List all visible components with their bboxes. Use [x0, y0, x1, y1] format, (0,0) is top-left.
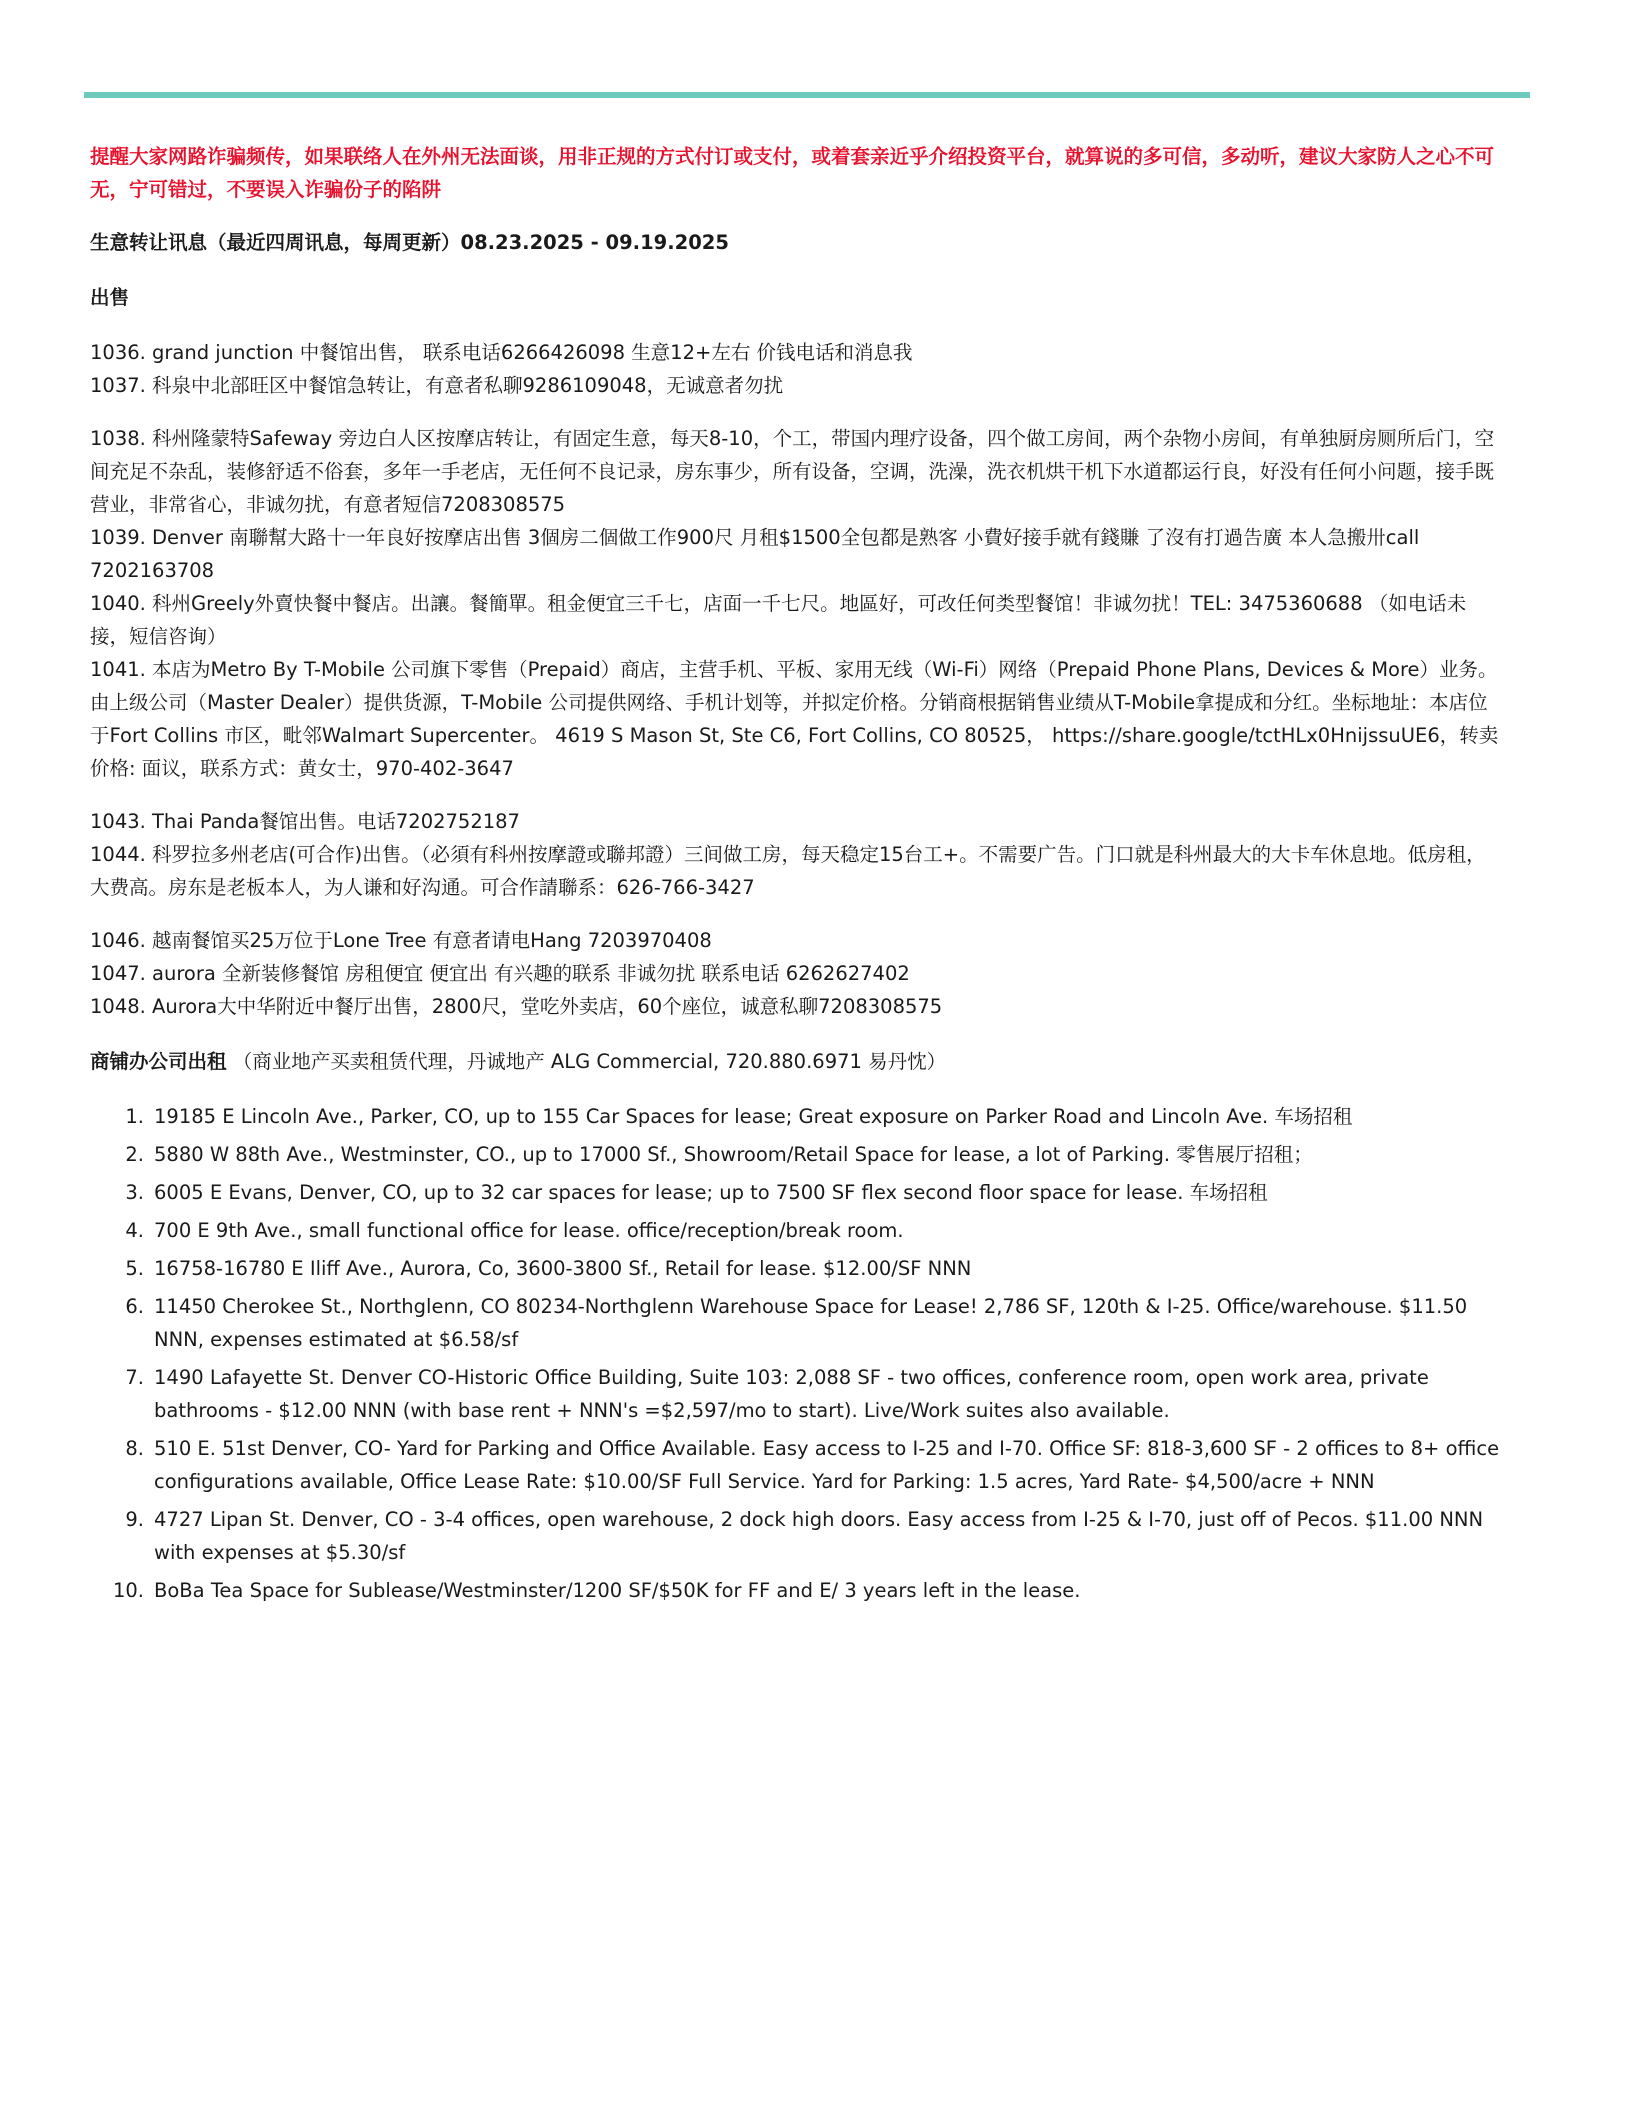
sale-listing-1041: 1041. 本店为Metro By T-Mobile 公司旗下零售（Prepaid）商店，主营手机、平板、家用无线（Wi-Fi）网络（Prepaid Phone Plans, Devices & More）业务。由上级公司（Master Dealer）提供货源，T-Mobile 公司提供网络、手机计划等，并拟定价格。分销商根据销售业绩从T-Mobile拿提成和分红。坐标地址：本店位于Fort Collins 市区，毗邻Walmart Supercenter。 4619 S Mason St, Ste C6, Fort Collins, CO 80525， https://share.google/tctHLx0HnijssuUE6，转卖价格: 面议，联系方式：黄女士，970-402-3647 [90, 658, 1499, 780]
lease-item-number: 6. [125, 1295, 144, 1318]
sale-listing-1037: 1037. 科泉中北部旺区中餐馆急转让，有意者私聊9286109048，无诚意者勿扰 [90, 374, 784, 397]
lease-item [90, 1100, 1500, 1133]
lease-item [90, 1361, 1500, 1427]
sale-listing-1039: 1039. Denver 南聯幫大路十一年良好按摩店出售 3個房二個做工作900尺 月租$1500全包都是熟客 小費好接手就有錢賺 了沒有打過告廣 本人急搬卅call 7202163708 [90, 526, 1420, 582]
lease-item-text: 16758-16780 E Iliff Ave., Aurora, Co, 3600-3800 Sf., Retail for lease. $12.00/SF NNN [154, 1257, 972, 1280]
page-title: 生意转让讯息（最近四周讯息，每周更新）08.23.2025 - 09.19.2025 [90, 231, 729, 254]
lease-item-text: 5880 W 88th Ave., Westminster, CO., up to 17000 Sf., Showroom/Retail Space for lease, a lot of Parking. 零售展厅招租； [154, 1143, 1313, 1166]
lease-item-number: 5. [125, 1257, 144, 1280]
lease-item-text: 11450 Cherokee St., Northglenn, CO 80234-Northglenn Warehouse Space for Lease! 2,786 SF, 120th & I-25. Office/warehouse. $11.50 NNN, expenses estimated at $6.58/sf [154, 1295, 1468, 1351]
lease-item-text: 510 E. 51st Denver, CO- Yard for Parking and Office Available. Easy access to I-25 and I-70. Office SF: 818-3,600 SF - 2 offices to 8+ office configurations available, Office Lease Rate: $10.00/SF Full Service. Yard for Parking: 1.5 acres, Yard Rate- $4,500/acre + NNN [154, 1437, 1500, 1493]
sale-listing-1040: 1040. 科州Greely外賣快餐中餐店。出讓。餐簡單。租金便宜三千七，店面一千七尺。地區好，可改任何类型餐馆！非诚勿扰！TEL: 3475360688 （如电话未接，短信咨询） [90, 592, 1467, 648]
sale-listing-1036: 1036. grand junction 中餐馆出售， 联系电话6266426098 生意12+左右 价钱电话和消息我 [90, 341, 913, 364]
lease-item-number: 7. [125, 1366, 144, 1389]
lease-section-heading [90, 1045, 1500, 1078]
lease-item-text: 19185 E Lincoln Ave., Parker, CO, up to 155 Car Spaces for lease; Great exposure on Parker Road and Lincoln Ave. 车场招租 [154, 1105, 1353, 1128]
lease-section-subtitle: （商业地产买卖租赁代理，丹诚地产 ALG Commercial, 720.880.6971 易丹忱） [232, 1050, 947, 1073]
lease-item-number: 2. [125, 1143, 144, 1166]
lease-listings [90, 1100, 1500, 1607]
lease-item [90, 1432, 1500, 1498]
lease-item [90, 1252, 1500, 1285]
lease-item-number: 9. [125, 1508, 144, 1531]
lease-item-number: 1. [125, 1105, 144, 1128]
sale-listings [90, 336, 1500, 1023]
lease-item [90, 1176, 1500, 1209]
lease-section-title: 商铺办公司出租 [90, 1050, 227, 1073]
sale-listing-1044: 1044. 科罗拉多州老店(可合作)出售。（必須有科州按摩證或聯邦證）三间做工房，每天稳定15台工+。不需要广告。门口就是科州最大的大卡车休息地。低房租，大费高。房东是老板本人，为人谦和好沟通。可合作請聯系：626-766-3427 [90, 843, 1486, 899]
sale-listing-1038: 1038. 科州隆蒙特Safeway 旁边白人区按摩店转让，有固定生意，每天8-10，个工，带国内理疗设备，四个做工房间，两个杂物小房间，有单独厨房厕所后门，空间充足不杂乱，装修舒适不俗套，多年一手老店，无任何不良记录，房东事少，所有设备，空调，洗澡，洗衣机烘干机下水道都运行良，好没有任何小问题，接手既营业，非常省心，非诚勿扰，有意者短信7208308575 [90, 427, 1495, 516]
lease-item-number: 4. [125, 1219, 144, 1242]
fraud-warning: 提醒大家网路诈骗频传，如果联络人在外州无法面谈，用非正规的方式付订或支付，或着套亲近乎介绍投资平台，就算说的多可信，多动听，建议大家防人之心不可无，宁可错过，不要误入诈骗份子的陷阱 [90, 145, 1495, 201]
lease-item-number: 10. [112, 1579, 144, 1602]
lease-item [90, 1503, 1500, 1569]
document-body [90, 140, 1500, 1612]
lease-item-number: 8. [125, 1437, 144, 1460]
sale-listing-1043: 1043. Thai Panda餐馆出售。电话7202752187 [90, 810, 520, 833]
lease-item-text: 1490 Lafayette St. Denver CO-Historic Office Building, Suite 103: 2,088 SF - two offices, conference room, open work area, private bathrooms - $12.00 NNN (with base rent + NNN's =$2,597/mo to start). Live/Work suites also available. [154, 1366, 1429, 1422]
lease-item [90, 1574, 1500, 1607]
lease-item [90, 1138, 1500, 1171]
lease-item-text: 4727 Lipan St. Denver, CO - 3-4 offices, open warehouse, 2 dock high doors. Easy access from I-25 & I-70, just off of Pecos. $11.00 NNN with expenses at $5.30/sf [154, 1508, 1484, 1564]
lease-item [90, 1214, 1500, 1247]
sale-listing-1046: 1046. 越南餐馆买25万位于Lone Tree 有意者请电Hang 7203970408 [90, 929, 712, 952]
sale-section-heading: 出售 [90, 286, 130, 309]
lease-item-text: 700 E 9th Ave., small functional office for lease. office/reception/break room. [154, 1219, 904, 1242]
sale-listing-1048: 1048. Aurora大中华附近中餐厅出售，2800尺，堂吃外卖店，60个座位，诚意私聊7208308575 [90, 995, 943, 1018]
sale-listing-1047: 1047. aurora 全新装修餐馆 房租便宜 便宜出 有兴趣的联系 非诚勿扰 联系电话 6262627402 [90, 962, 910, 985]
lease-item [90, 1290, 1500, 1356]
top-divider [84, 92, 1530, 98]
lease-item-text: BoBa Tea Space for Sublease/Westminster/1200 SF/$50K for FF and E/ 3 years left in the lease. [154, 1579, 1081, 1602]
lease-item-text: 6005 E Evans, Denver, CO, up to 32 car spaces for lease; up to 7500 SF flex second floor space for lease. 车场招租 [154, 1181, 1268, 1204]
lease-item-number: 3. [125, 1181, 144, 1204]
